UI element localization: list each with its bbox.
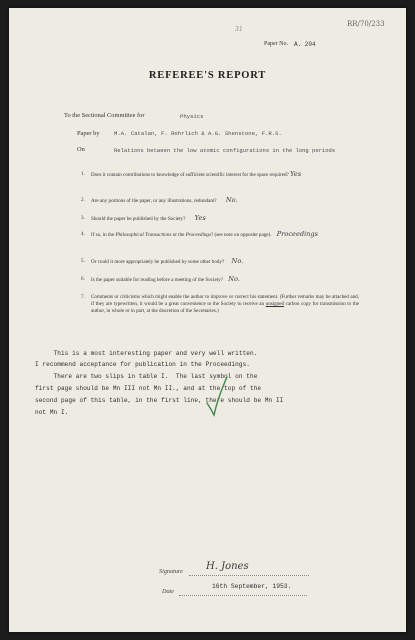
question-number: 4. [81, 231, 85, 237]
paper-number-value: A. 204 [294, 41, 316, 48]
referee-report-page [9, 8, 406, 632]
question-text: Or could it more appropriately be published by some other body? [91, 259, 225, 265]
on-value: Relations between the low atomic configurations in the long periods [114, 147, 336, 154]
question-number: 5. [81, 258, 85, 264]
question-text: or the [171, 232, 186, 238]
date-value: 16th September, 1953. [212, 583, 292, 590]
date-label: Date [162, 588, 175, 595]
question-text: carbon copy for transmission to the author, in whole or in part, at the discretion of the Secretaries.) [91, 301, 360, 314]
question-text-underlined: unsigned [265, 301, 285, 307]
comment-line: This is a most interesting paper and very well written. [35, 350, 258, 357]
page-title: REFEREE'S REPORT [148, 70, 267, 81]
signature-value: H. Jones [206, 561, 249, 572]
question-1 [81, 170, 359, 179]
question-7 [81, 294, 360, 315]
answer-3: Yes [194, 214, 206, 222]
question-text: If so, in the [91, 232, 116, 238]
paper-by-label: Paper by [77, 130, 100, 137]
question-3 [81, 214, 359, 223]
on-label: On [77, 146, 85, 153]
comment-line: I recommend acceptance for publication in the Proceedings. [35, 361, 250, 368]
question-text-italic: Philosophical Transactions [115, 232, 172, 238]
archive-reference: RR/70/233 [347, 20, 385, 28]
paper-by-value: M.A. Catalan, F. Rohrlich & A.G. Shenstone, F.R.S. [114, 130, 282, 137]
answer-1: Yes [290, 170, 302, 178]
committee-label: To the Sectional Committee for [64, 112, 145, 119]
answer-4: Proceedings [276, 230, 319, 238]
committee-value: Physics [180, 113, 204, 120]
question-text: Comments or criticisms which might enable the author to improve or correct his statement. (Further remarks may be attached and, if they are typewritten, it would be a great convenience to the Society to receive an [91, 294, 359, 307]
paper-number-label: Paper No. [264, 41, 288, 47]
question-number: 2. [81, 197, 85, 203]
question-4 [81, 230, 359, 239]
green-check-mark [205, 375, 229, 417]
question-number: 6. [81, 276, 85, 282]
comment-line: not Mn I. [35, 409, 69, 416]
question-text: ? (see note on opposite page). [210, 232, 272, 238]
comment-line: There are two slips in table I. The last symbol on the [35, 373, 258, 380]
question-text: Does it contain contributions to knowledge of sufficient scientific interest for the space required? [91, 172, 289, 178]
question-text: Are any portions of the paper, or any illustrations, redundant? [91, 198, 217, 204]
comment-line: second page of this table, in the first line, there should be Mn II [35, 397, 284, 404]
question-number: 3. [81, 215, 85, 221]
answer-5: No. [231, 257, 244, 265]
date-line [179, 595, 307, 596]
question-text: Is the paper suitable for reading before a meeting of the Society? [91, 277, 223, 283]
question-text-italic: Proceedings [185, 232, 211, 238]
pencil-mark: 31 [235, 26, 243, 33]
comment-line: first page should be Mn III not Mn II., and at the top of the [35, 385, 262, 392]
question-number: 7. [81, 294, 85, 300]
question-5 [81, 257, 359, 266]
answer-2: No. [225, 196, 238, 204]
question-6 [81, 275, 359, 284]
question-text: Should the paper be published by the Society? [91, 216, 186, 222]
question-number: 1. [81, 171, 85, 177]
signature-label: Signature [159, 568, 183, 575]
signature-line [189, 575, 309, 576]
question-2 [81, 196, 359, 205]
answer-6: No. [228, 275, 240, 283]
